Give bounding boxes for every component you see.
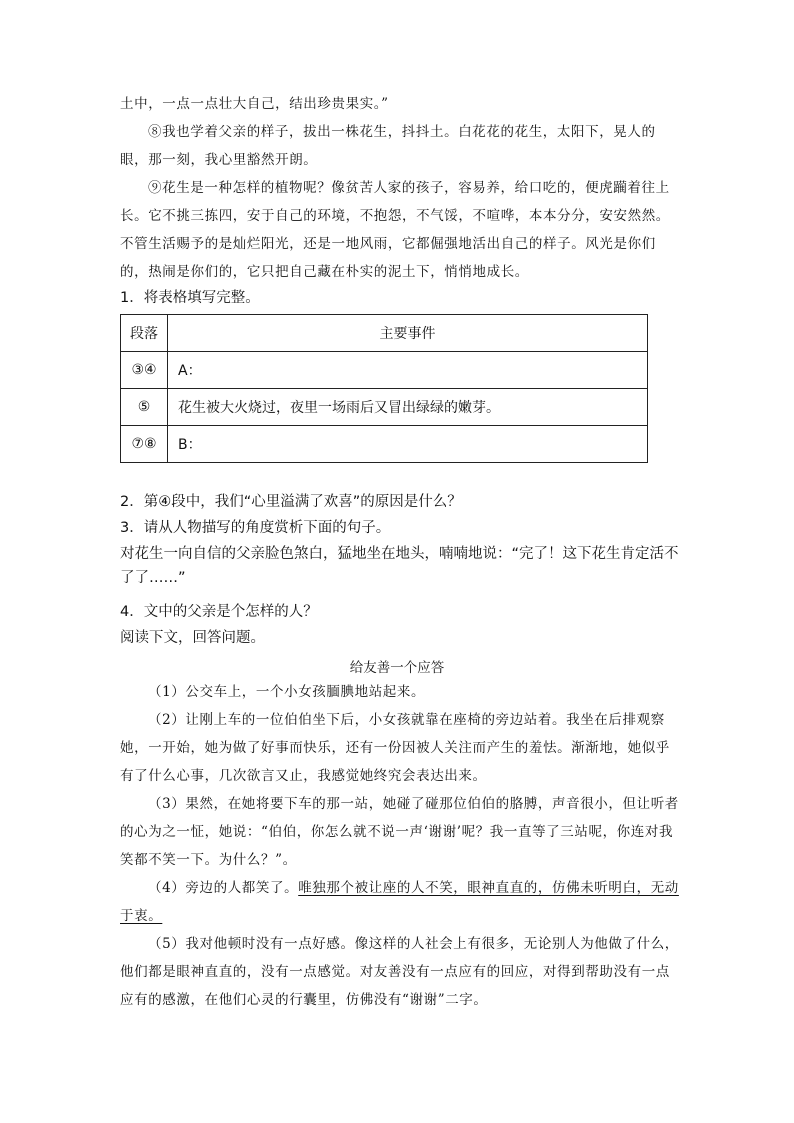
table-row <box>121 426 648 463</box>
question-3-quote: 对花生一向自信的父亲脸色煞白，猛地坐在地头，喃喃地说：“完了！这下花生肯定活不了了……” <box>120 546 679 586</box>
underlined-sentence: 唯独那个被让座的人不笑，眼神直直的，仿佛未听明白，无动于衷。 <box>120 880 679 924</box>
header-main-event: 主要事件 <box>168 315 648 352</box>
paragraph-4-lead: （4）旁边的人都笑了。 <box>148 880 299 896</box>
table-row <box>121 389 648 426</box>
header-paragraph: 段落 <box>121 315 168 352</box>
row-event: A： <box>168 352 648 389</box>
question-4: 4．文中的父亲是个怎样的人？ <box>120 604 318 620</box>
question-2: 2．第④段中，我们“心里溢满了欢喜”的原因是什么？ <box>120 494 462 510</box>
table-row <box>121 352 648 389</box>
passage2-paragraph-3: （3）果然，在她将要下车的那一站，她碰了碰那位伯伯的胳膊，声音很小，但让听者的心为之一怔，她说：“伯伯，你怎么就不说一声‘谢谢’呢？我一直等了三站呢，你连对我笑都不笑一下。为什么？”。 <box>120 796 679 868</box>
row-event: B： <box>168 426 648 463</box>
passage2-paragraph-2: （2）让刚上车的一位伯伯坐下后，小女孩就靠在座椅的旁边站着。我坐在后排观察她，一开始，她为做了好事而快乐，还有一份因被人关注而产生的羞怯。渐渐地，她似乎有了什么心事，几次欲言又止，我感觉她终究会表达出来。 <box>120 712 670 784</box>
passage2-paragraph-5: （5）我对他顿时没有一点好感。像这样的人社会上有很多，无论别人为他做了什么，他们都是眼神直直的，没有一点感觉。对友善没有一点应有的回应，对得到帮助没有一点应有的感激，在他们心灵的行囊里，仿佛没有“谢谢”二字。 <box>120 936 679 1008</box>
row-event: 花生被大火烧过，夜里一场雨后又冒出绿绿的嫩芽。 <box>168 389 648 426</box>
passage2-paragraph-1: （1）公交车上，一个小女孩腼腆地站起来。 <box>148 684 426 700</box>
row-paragraph: ③④ <box>121 352 168 389</box>
passage2-paragraph-4 <box>120 874 680 930</box>
question-1: 1．将表格填写完整。 <box>120 290 260 306</box>
paragraph-continuation: 土中，一点一点壮大自己，结出珍贵果实。” <box>120 96 389 112</box>
paragraph-8: ⑧我也学着父亲的样子，拔出一株花生，抖抖土。白花花的花生，太阳下，晃人的眼，那一刻，我心里豁然开朗。 <box>120 124 656 168</box>
passage-title: 给友善一个应答 <box>349 660 445 676</box>
paragraph-9: ⑨花生是一种怎样的植物呢？像贫苦人家的孩子，容易养，给口吃的，便虎躏着往上长。它不挑三拣四，安于自己的环境，不抱怨，不气馁，不喧哗，本本分分，安安然然。不管生活赐予的是灿烂阳光，还是一地风雨，它都倔强地活出自己的样子。风光是你们的，热闹是你们的，它只把自己藏在朴实的泥土下，悄悄地成长。 <box>120 180 670 280</box>
reading-instruction: 阅读下文，回答问题。 <box>120 630 265 646</box>
row-paragraph: ⑦⑧ <box>121 426 168 463</box>
events-table <box>120 314 648 463</box>
question-3: 3．请从人物描写的角度赏析下面的句子。 <box>120 520 391 536</box>
row-paragraph: ⑤ <box>121 389 168 426</box>
table-header-row <box>121 315 648 352</box>
